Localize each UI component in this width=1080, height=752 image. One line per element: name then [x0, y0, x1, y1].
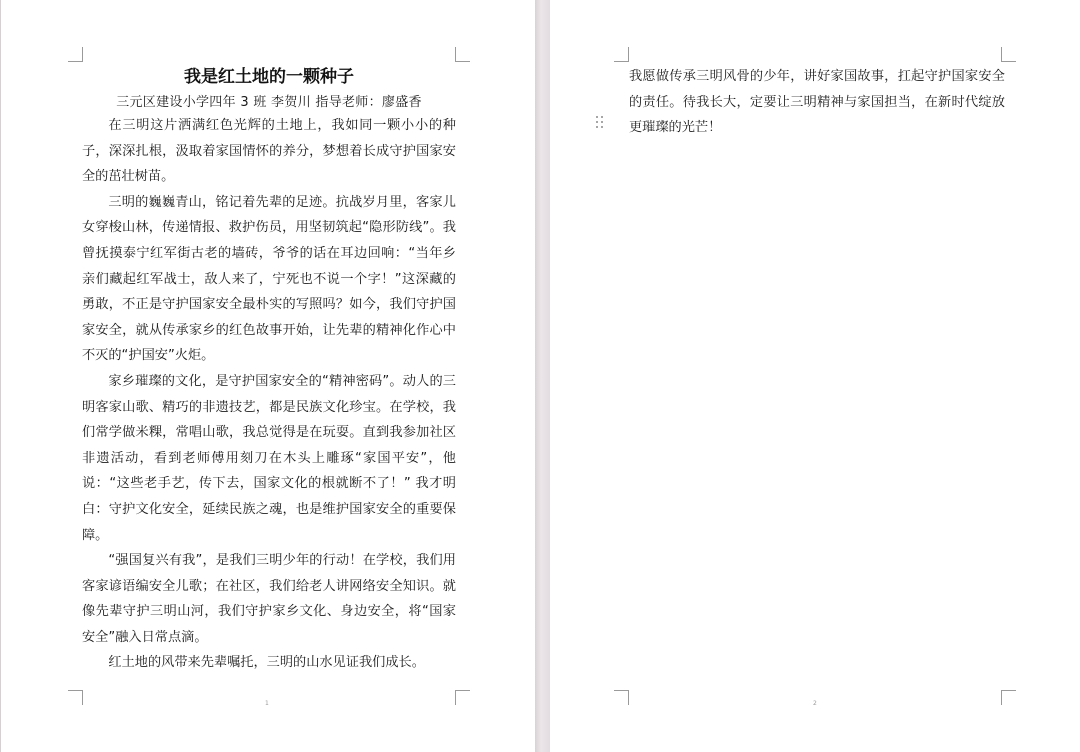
page-gap [535, 0, 550, 752]
document-byline[interactable]: 三元区建设小学四年 3 班 李贺川 指导老师：廖盛香 [116, 95, 422, 110]
margin-marker-bottom-right [455, 690, 470, 705]
paragraph[interactable]: 我愿做传承三明风骨的少年，讲好家国故事，扛起守护国家安全的责任。待我长大，定要让三明精神与家国担当，在新时代绽放更璀璨的光芒！ [629, 69, 1005, 136]
document-page-2 [550, 0, 1080, 752]
margin-marker-bottom-right [1001, 690, 1016, 705]
paragraph[interactable]: 红土地的风带来先辈嘱托，三明的山水见证我们成长。 [108, 655, 425, 671]
page-2-body[interactable] [629, 64, 1005, 141]
paragraph[interactable]: 在三明这片洒满红色光辉的土地上，我如同一颗小小的种子，深深扎根，汲取着家国情怀的养分，梦想着长成守护国家安全的茁壮树苗。 [82, 118, 456, 185]
page-number: 2 [813, 700, 817, 707]
document-title[interactable]: 我是红土地的一颗种子 [184, 67, 354, 87]
paragraph-drag-handle-icon[interactable] [596, 116, 606, 130]
margin-marker-bottom-left [614, 690, 629, 705]
margin-marker-bottom-left [68, 690, 83, 705]
page-number: 1 [265, 700, 269, 707]
margin-marker-top-left [614, 47, 629, 62]
paragraph[interactable]: 三明的巍巍青山，铭记着先辈的足迹。抗战岁月里，客家儿女穿梭山林，传递情报、救护伤员，用坚韧筑起“隐形防线”。我曾抚摸泰宁红军街古老的墙砖，爷爷的话在耳边回响：“当年乡亲们藏起红军战士，敌人来了，宁死也不说一个字！”这深藏的勇敢，不正是守护国家安全最朴实的写照吗？如今，我们守护国家安全，就从传承家乡的红色故事开始，让先辈的精神化作心中不灭的“护国安”火炬。 [82, 194, 456, 364]
page-1-body[interactable] [82, 113, 456, 676]
margin-marker-top-right [1001, 47, 1016, 62]
paragraph[interactable]: “强国复兴有我”，是我们三明少年的行动！在学校，我们用客家谚语编安全儿歌；在社区，我们给老人讲网络安全知识。就像先辈守护三明山河，我们守护家乡文化、身边安全，将“国家安全”融入日常点滴。 [82, 553, 456, 645]
document-page-1 [0, 0, 535, 752]
margin-marker-top-left [68, 47, 83, 62]
margin-marker-top-right [455, 47, 470, 62]
paragraph[interactable]: 家乡璀璨的文化，是守护国家安全的“精神密码”。动人的三明客家山歌、精巧的非遗技艺，都是民族文化珍宝。在学校，我们常学做米粿，常唱山歌，我总觉得是在玩耍。直到我参加社区非遗活动，看到老师傅用刻刀在木头上雕琢“家国平安”，他说：“这些老手艺，传下去，国家文化的根就断不了！” 我才明白：守护文化安全，延续民族之魂，也是维护国家安全的重要保障。 [82, 373, 456, 543]
